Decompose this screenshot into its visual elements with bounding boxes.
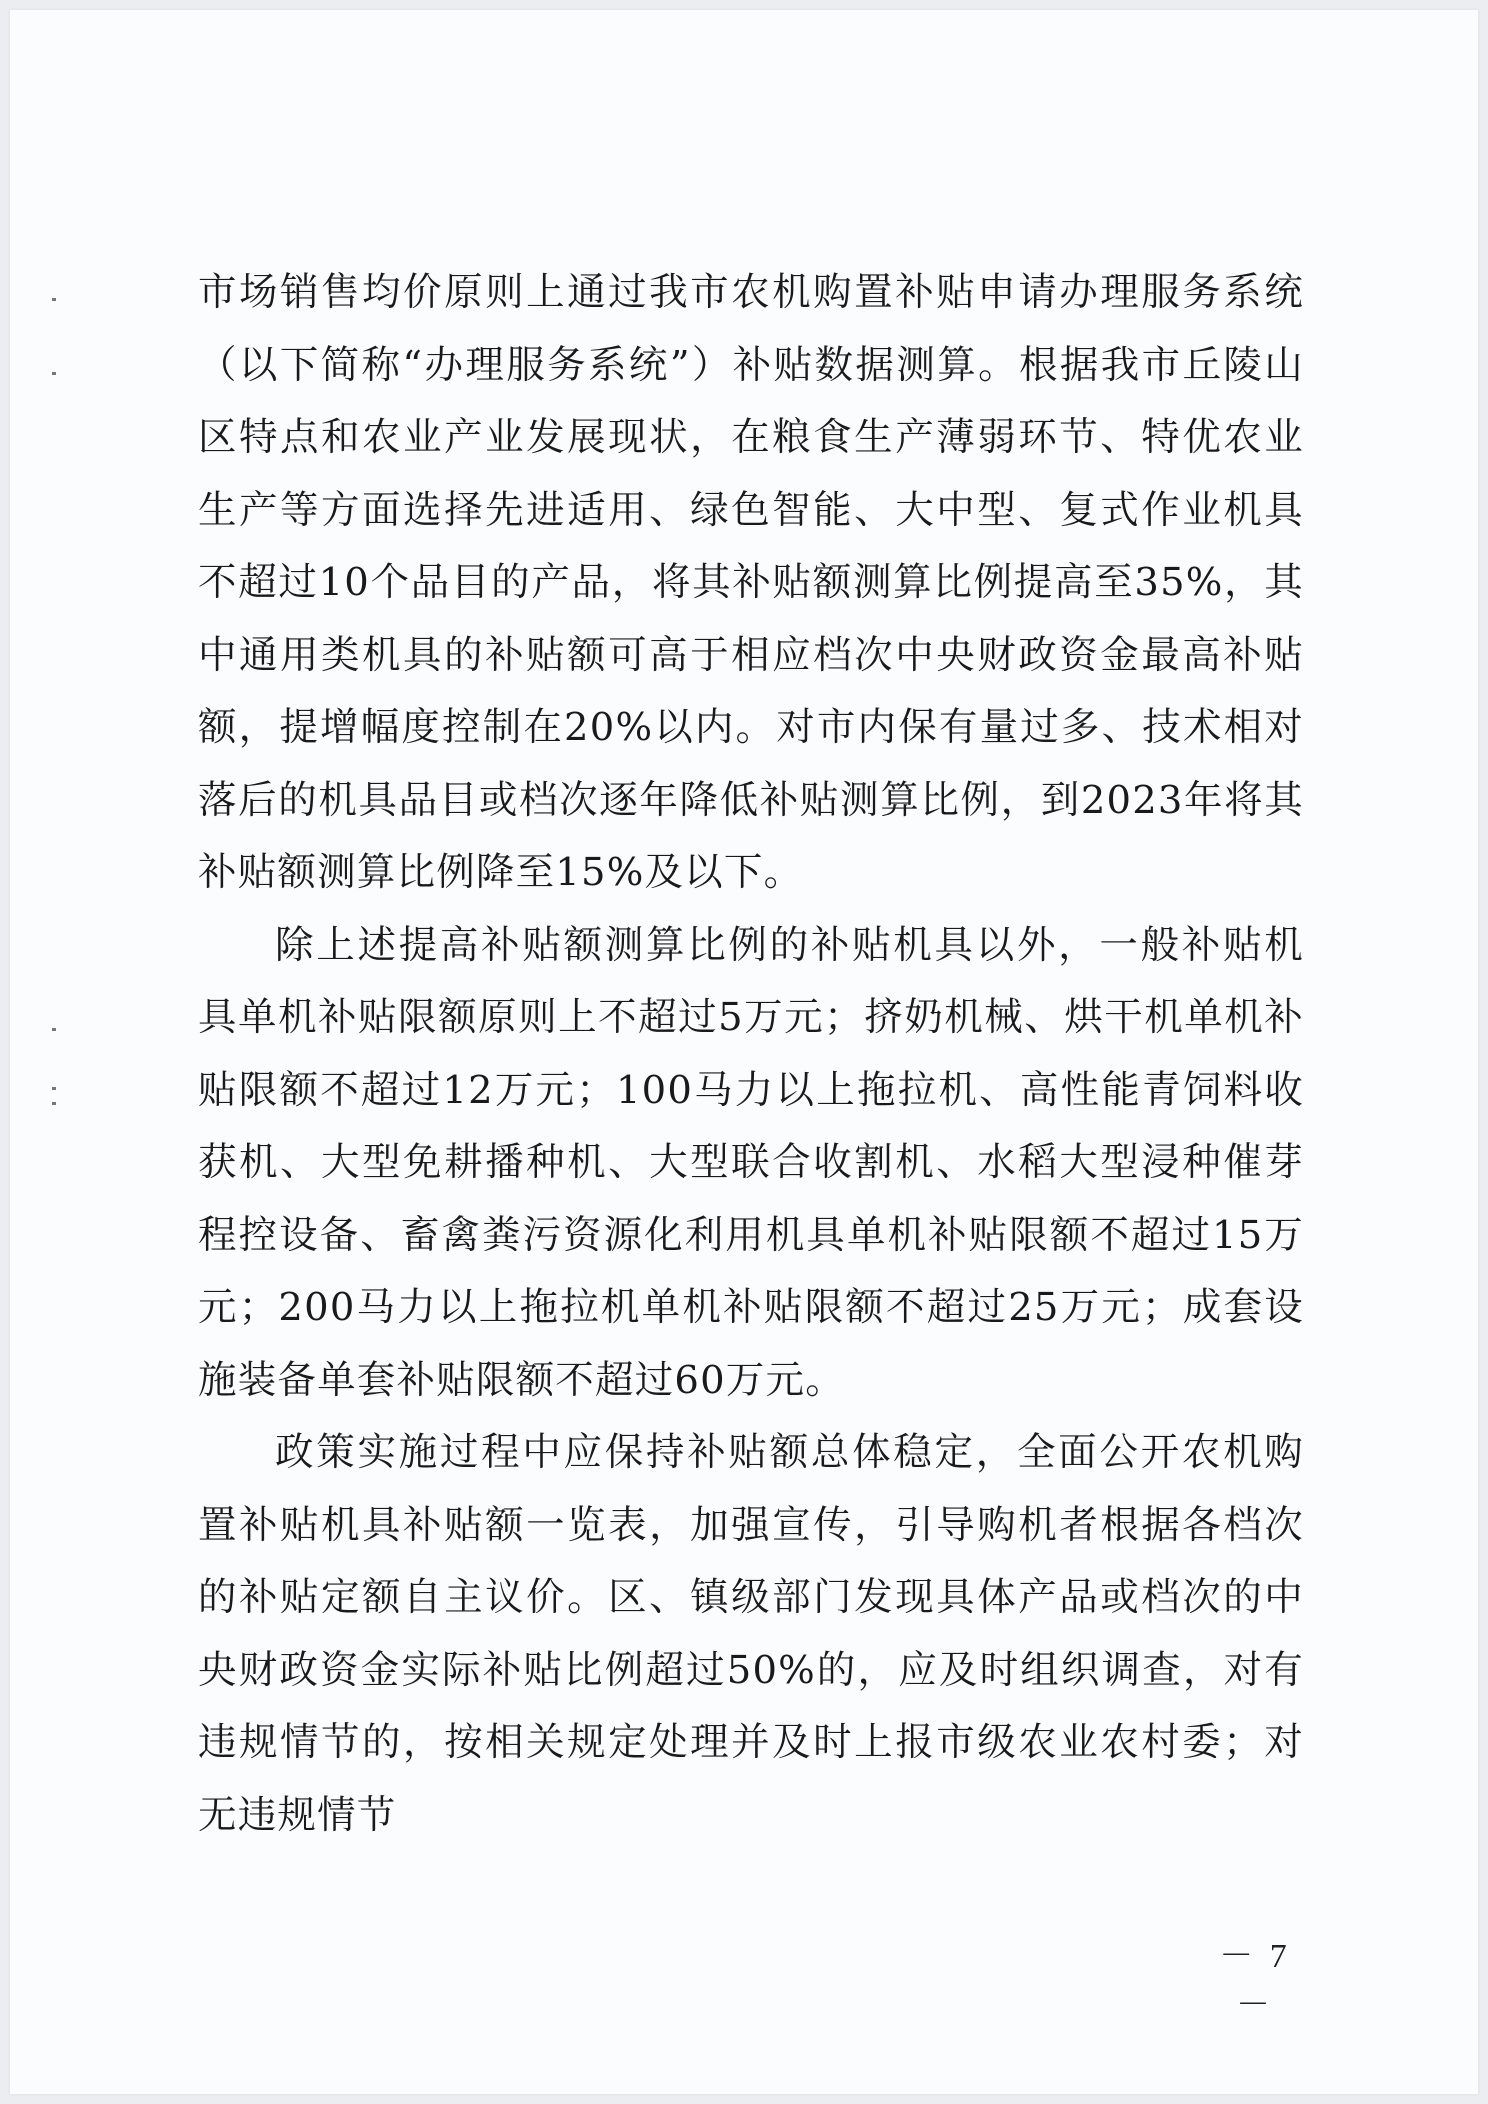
paragraph: 除上述提高补贴额测算比例的补贴机具以外，一般补贴机具单机补贴限额原则上不超过5万元；挤奶机械、烘干机单机补贴限额不超过12万元；100马力以上拖拉机、高性能青饲料收获机、大型免耕播种机、大型联合收割机、水稻大型浸种催芽程控设备、畜禽粪污资源化利用机具单机补贴限额不超过15万元；200马力以上拖拉机单机补贴限额不超过25万元；成套设施装备单套补贴限额不超过60万元。 <box>198 922 1304 1403</box>
page-number: － 7 － <box>1219 1938 1291 2024</box>
scan-mark <box>52 298 56 301</box>
scan-mark <box>52 1102 56 1105</box>
scan-mark <box>52 372 56 375</box>
body-text <box>198 257 1304 1852</box>
paragraph: 市场销售均价原则上通过我市农机购置补贴申请办理服务系统（以下简称“办理服务系统”）补贴数据测算。根据我市丘陵山区特点和农业产业发展现状，在粮食生产薄弱环节、特优农业生产等方面选择先进适用、绿色智能、大中型、复式作业机具不超过10个品目的产品，将其补贴额测算比例提高至35%，其中通用类机具的补贴额可高于相应档次中央财政资金最高补贴额，提增幅度控制在20%以内。对市内保有量过多、技术相对落后的机具品目或档次逐年降低补贴测算比例，到2023年将其补贴额测算比例降至15%及以下。 <box>198 270 1304 895</box>
document-page <box>10 10 1478 2094</box>
scan-mark <box>52 1087 56 1090</box>
scan-mark <box>52 1028 56 1031</box>
paragraph: 政策实施过程中应保持补贴额总体稳定，全面公开农机购置补贴机具补贴额一览表，加强宣传，引导购机者根据各档次的补贴定额自主议价。区、镇级部门发现具体产品或档次的中央财政资金实际补贴比例超过50%的，应及时组织调查，对有违规情节的，按相关规定处理并及时上报市级农业农村委；对无违规情节 <box>198 1430 1304 1838</box>
